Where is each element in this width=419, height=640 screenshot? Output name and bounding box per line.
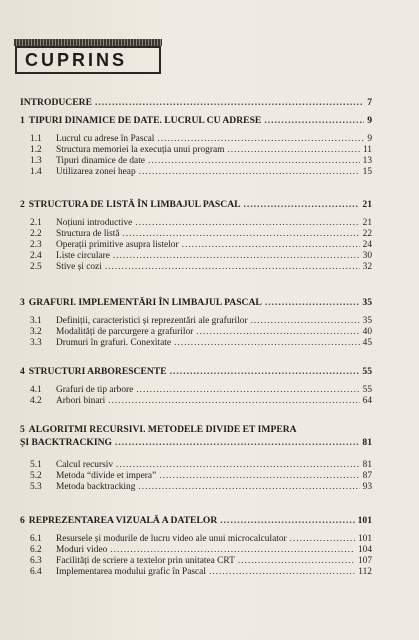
chapter-title-line2: ȘI BACKTRACKING (20, 437, 112, 448)
section-number: 6.2 (30, 545, 42, 556)
section-number: 2.5 (30, 262, 42, 273)
section-title (30, 460, 113, 470)
toc-section-2-5[interactable] (30, 262, 372, 272)
section-page-number: 21 (362, 218, 372, 228)
toc-section-5-3[interactable] (30, 482, 372, 492)
section-title (30, 167, 136, 177)
section-title (30, 556, 235, 566)
dot-leader (95, 97, 364, 108)
section-number: 1.3 (30, 156, 42, 167)
section-page-number: 30 (362, 251, 372, 262)
chapter-page-number: 21 (362, 199, 372, 210)
section-title (30, 385, 133, 395)
section-page-number: 107 (357, 556, 372, 567)
section-number: 3.2 (30, 327, 42, 338)
chapter-page-number: 81 (362, 437, 372, 448)
section-number: 5.3 (30, 482, 42, 493)
section-title (30, 316, 248, 326)
section-title (30, 482, 135, 492)
toc-section-6-3[interactable] (30, 556, 372, 566)
toc-section-2-2[interactable] (30, 229, 372, 239)
toc-chapter-4[interactable] (20, 366, 372, 377)
section-title (30, 229, 120, 239)
section-page-number: 101 (357, 534, 372, 544)
toc-chapter-5-line2[interactable] (20, 437, 372, 448)
dot-leader (227, 145, 360, 155)
section-number: 2.4 (30, 251, 42, 262)
chapter-number: 4 (20, 366, 25, 377)
toc-section-5-2[interactable] (30, 471, 372, 481)
section-number: 1.1 (30, 134, 42, 144)
section-title (30, 545, 107, 555)
section-title-text: Stive și cozi (56, 262, 102, 273)
toc-section-1-1[interactable] (30, 134, 372, 144)
section-page-number: 93 (362, 482, 372, 493)
toc-section-4-2[interactable] (30, 396, 372, 406)
chapter-title-text: ALGORITMI RECURSIVI. METODELE DIVIDE ET IMPERA (28, 424, 297, 435)
section-title-text: Implementarea modului grafic în Pascal (56, 567, 206, 578)
dot-leader (138, 482, 359, 492)
chapter-title-text: STRUCTURI ARBORESCENTE (28, 366, 167, 377)
chapter-title (20, 297, 262, 308)
section-title-text: Facilități de scriere a textelor prin unitatea CRT (56, 556, 235, 567)
chapter-number: 5 (20, 424, 25, 435)
section-title (30, 134, 154, 144)
toc-section-3-3[interactable] (30, 338, 372, 348)
section-title-text: Noțiuni introductive (56, 218, 133, 228)
toc-section-6-1[interactable] (30, 534, 372, 544)
toc-section-4-1[interactable] (30, 385, 372, 395)
dot-leader (148, 156, 360, 166)
dot-leader (116, 460, 360, 470)
chapter-title (20, 115, 261, 126)
section-title-text: Resursele și modurile de lucru video ale unui microcalculator (56, 534, 287, 544)
toc-section-5-1[interactable] (30, 460, 372, 470)
chapter-number: 6 (20, 515, 25, 526)
intro-label: INTRODUCERE (20, 97, 92, 108)
section-title-text: Operații primitive asupra listelor (56, 240, 179, 251)
dot-leader (264, 115, 364, 126)
section-number: 5.1 (30, 460, 42, 470)
section-title-text: Utilizarea zonei heap (56, 167, 136, 178)
chapter-number: 1 (20, 115, 25, 126)
toc-chapter-3[interactable] (20, 297, 372, 308)
section-number: 2.3 (30, 240, 42, 251)
dot-leader (174, 338, 360, 348)
section-page-number: 15 (362, 167, 372, 178)
contents-title: CUPRINS (25, 49, 128, 70)
section-page-number: 40 (362, 327, 372, 338)
chapter-title-text: STRUCTURA DE LISTĂ ÎN LIMBAJUL PASCAL (28, 199, 241, 210)
toc-section-3-2[interactable] (30, 327, 372, 337)
section-page-number: 24 (362, 240, 372, 251)
section-title-text: Structura de listă (56, 229, 120, 240)
toc-section-1-4[interactable] (30, 167, 372, 177)
toc-section-6-4[interactable] (30, 567, 372, 577)
toc-section-6-2[interactable] (30, 545, 372, 555)
dot-leader (105, 262, 360, 272)
section-title (30, 338, 171, 348)
dot-leader (196, 327, 359, 337)
section-title (30, 240, 179, 250)
dot-leader (139, 167, 360, 177)
section-title (30, 534, 287, 544)
chapter-page-number: 55 (362, 366, 372, 377)
section-number: 2.2 (30, 229, 42, 240)
toc-entry-intro[interactable] (20, 97, 372, 108)
section-title-text: Tipuri dinamice de date (56, 156, 145, 167)
dot-leader (113, 251, 360, 261)
toc-section-2-4[interactable] (30, 251, 372, 261)
dot-leader (238, 556, 355, 566)
section-number: 3.1 (30, 316, 42, 326)
section-title (30, 327, 193, 337)
chapter-number: 2 (20, 199, 25, 210)
section-number: 6.3 (30, 556, 42, 567)
section-title-text: Metoda “divide et impera” (56, 471, 157, 482)
toc-chapter-5-line1[interactable] (20, 424, 297, 435)
section-page-number: 32 (362, 262, 372, 273)
toc-chapter-2[interactable] (20, 199, 372, 210)
section-title-text: Lucrul cu adrese în Pascal (56, 134, 155, 144)
toc-section-1-2[interactable] (30, 145, 372, 155)
section-number: 6.1 (30, 534, 42, 544)
dot-leader (108, 396, 359, 406)
section-page-number: 22 (362, 229, 372, 240)
section-number: 5.2 (30, 471, 42, 482)
dot-leader (157, 134, 364, 144)
dot-leader (251, 316, 360, 326)
toc-section-2-3[interactable] (30, 240, 372, 250)
section-number: 1.4 (30, 167, 42, 178)
section-title (30, 251, 110, 261)
chapter-title (20, 515, 217, 526)
section-number: 6.4 (30, 567, 42, 578)
toc-section-3-1[interactable] (30, 316, 372, 326)
section-title (30, 567, 206, 577)
dot-leader (110, 545, 355, 555)
section-page-number: 104 (357, 545, 372, 556)
section-title (30, 218, 132, 228)
toc-section-1-3[interactable] (30, 156, 372, 166)
intro-page-number: 7 (367, 97, 372, 108)
section-page-number: 11 (362, 145, 372, 156)
dot-leader (182, 240, 360, 250)
chapter-title (20, 424, 297, 435)
toc-section-2-1[interactable] (30, 218, 372, 228)
dot-leader (170, 366, 360, 377)
section-title-text: Modalități de parcurgere a grafurilor (56, 327, 194, 338)
section-page-number: 112 (358, 567, 372, 578)
section-title-text: Metoda backtracking (56, 482, 136, 493)
section-page-number: 9 (367, 134, 372, 144)
section-number: 4.2 (30, 396, 42, 407)
section-page-number: 87 (362, 471, 372, 482)
section-number: 1.2 (30, 145, 42, 156)
chapter-title-text: REPREZENTAREA VIZUALĂ A DATELOR (28, 515, 218, 526)
dot-leader (220, 515, 354, 526)
section-page-number: 81 (362, 460, 372, 470)
section-title (30, 471, 156, 481)
dot-leader (115, 437, 359, 448)
section-number: 3.3 (30, 338, 42, 349)
section-title-text: Arbori binari (56, 396, 106, 407)
dot-leader (265, 297, 360, 308)
section-number: 2.1 (30, 218, 42, 228)
dot-leader (290, 534, 355, 544)
chapter-page-number: 101 (357, 515, 372, 526)
section-title-text: Calcul recursiv (56, 460, 114, 470)
section-page-number: 64 (362, 396, 372, 407)
section-title-text: Definiții, caracteristici și reprezentări ale grafurilor (56, 316, 248, 326)
section-page-number: 55 (362, 385, 372, 395)
dot-leader (209, 567, 355, 577)
chapter-page-number: 9 (367, 115, 372, 126)
dot-leader (244, 199, 360, 210)
section-title (30, 156, 145, 166)
chapter-title (20, 199, 241, 210)
section-title-text: Liste circulare (56, 251, 110, 262)
section-title (30, 262, 102, 272)
section-page-number: 45 (362, 338, 372, 349)
toc-chapter-6[interactable] (20, 515, 372, 526)
dot-leader (123, 229, 360, 239)
section-title-text: Drumuri în grafuri. Conexitate (56, 338, 172, 349)
section-title-text: Grafuri de tip arbore (56, 385, 134, 395)
section-page-number: 35 (362, 316, 372, 326)
chapter-title (20, 366, 167, 377)
dot-leader (135, 218, 359, 228)
section-page-number: 13 (362, 156, 372, 167)
dot-leader (136, 385, 359, 395)
section-title-text: Structura memoriei la execuția unui program (56, 145, 225, 156)
section-title (30, 145, 224, 155)
chapter-title-text: GRAFURI. IMPLEMENTĂRI ÎN LIMBAJUL PASCAL (28, 297, 262, 308)
dot-leader (159, 471, 359, 481)
toc-chapter-1[interactable] (20, 115, 372, 126)
section-title-text: Moduri video (56, 545, 108, 556)
chapter-page-number: 35 (362, 297, 372, 308)
section-number: 4.1 (30, 385, 42, 395)
chapter-title-text: TIPURI DINAMICE DE DATE. LUCRUL CU ADRESE (28, 115, 262, 126)
section-title (30, 396, 105, 406)
chapter-number: 3 (20, 297, 25, 308)
